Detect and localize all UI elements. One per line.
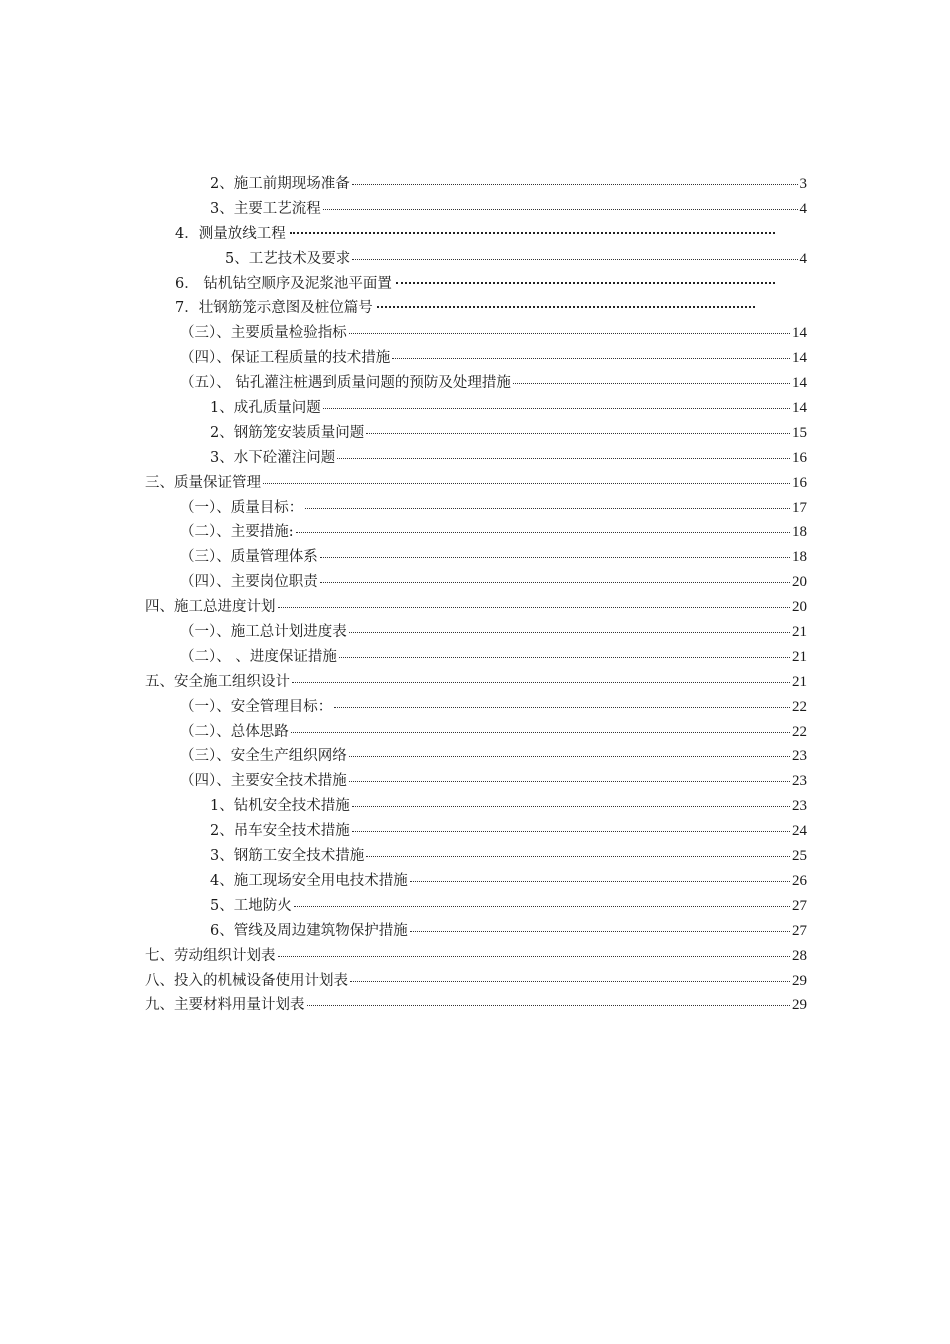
dotted-leader [352, 183, 798, 185]
toc-entry[interactable] [180, 346, 807, 371]
toc-row [0, 869, 950, 894]
toc-entry[interactable] [180, 570, 807, 595]
toc-row [0, 919, 950, 944]
toc-entry[interactable] [180, 720, 807, 745]
toc-page-number: 16 [792, 449, 807, 466]
toc-entry-label: 九、主要材料用量计划表 [145, 997, 305, 1014]
toc-entry[interactable] [145, 595, 807, 620]
toc-page-number: 26 [792, 872, 807, 889]
toc-entry-label: 4、施工现场安全用电技术措施 [210, 872, 408, 889]
toc-row [0, 197, 950, 222]
toc-page-number: 23 [792, 798, 807, 815]
table-of-contents [0, 172, 950, 1018]
toc-row [0, 944, 950, 969]
toc-page-number: 14 [792, 375, 807, 392]
toc-page-number: 14 [792, 400, 807, 417]
dotted-leader [352, 830, 790, 832]
toc-entry-label: 5、工地防火 [210, 897, 292, 914]
toc-entry-label: 1、成孔质量问题 [210, 400, 321, 417]
toc-entry[interactable] [210, 869, 807, 894]
toc-row [0, 396, 950, 421]
toc-page-number: 25 [792, 848, 807, 865]
toc-page-number: 23 [792, 748, 807, 765]
toc-row [0, 346, 950, 371]
toc-entry[interactable] [210, 197, 807, 222]
toc-entry[interactable] [180, 545, 807, 570]
toc-page-number: 27 [792, 922, 807, 939]
toc-entry-label: 5、工艺技术及要求 [225, 250, 351, 267]
toc-entry[interactable] [225, 247, 807, 272]
dotted-leader [339, 656, 790, 658]
toc-row [0, 595, 950, 620]
toc-page-number: 21 [792, 673, 807, 690]
toc-entry-label: （二）、 、进度保证措施 [180, 648, 337, 665]
dotted-leader [323, 407, 790, 409]
toc-heading-entry[interactable] [175, 296, 755, 321]
toc-row [0, 371, 950, 396]
dotted-leader [352, 805, 790, 807]
toc-entry-label: 6． 钻机钻空顺序及泥浆池平面置 [175, 275, 392, 292]
toc-entry-label: （五）、 钻孔灌注桩遇到质量问题的预防及处理措施 [180, 375, 511, 392]
toc-row [0, 172, 950, 197]
toc-row [0, 744, 950, 769]
toc-entry-label: （三）、质量管理体系 [180, 549, 318, 566]
toc-entry[interactable] [210, 396, 807, 421]
toc-row [0, 969, 950, 994]
toc-entry-label: （四）、主要岗位职责 [180, 574, 318, 591]
toc-row [0, 670, 950, 695]
dotted-leader [278, 606, 791, 608]
dotted-leader [296, 531, 790, 533]
dotted-leader [352, 258, 797, 260]
dotted-leader [350, 980, 790, 982]
toc-entry-label: 1、钻机安全技术措施 [210, 798, 350, 815]
toc-entry-label: 3、水下砼灌注问题 [210, 449, 336, 466]
toc-entry-label: 7．壮钢筋笼示意图及桩位篇号 [175, 300, 373, 317]
toc-page-number: 23 [792, 773, 807, 790]
toc-row [0, 819, 950, 844]
toc-entry[interactable] [145, 944, 807, 969]
toc-entry[interactable] [145, 471, 807, 496]
toc-entry-label: （一）、施工总计划进度表 [180, 624, 347, 641]
toc-page-number: 29 [792, 997, 807, 1014]
toc-entry-label: 2、钢筋笼安装质量问题 [210, 424, 365, 441]
toc-entry-label: 五、安全施工组织设计 [145, 673, 290, 690]
toc-row [0, 894, 950, 919]
toc-entry[interactable] [145, 993, 807, 1018]
toc-entry-label: （三）、主要质量检验指标 [180, 325, 347, 342]
toc-page-number: 4 [799, 200, 807, 217]
toc-page-number: 4 [799, 250, 807, 267]
toc-entry-label: 3、主要工艺流程 [210, 200, 321, 217]
toc-entry[interactable] [180, 620, 807, 645]
toc-page-number: 21 [792, 648, 807, 665]
toc-page-number: 27 [792, 897, 807, 914]
dotted-leader [349, 780, 790, 782]
dotted-leader [305, 507, 790, 509]
toc-row [0, 272, 950, 297]
dotted-leader [307, 1004, 791, 1006]
toc-entry-label: 3、钢筋工安全技术措施 [210, 848, 365, 865]
dotted-leader [294, 905, 790, 907]
toc-row [0, 620, 950, 645]
toc-entry-label: 4．测量放线工程 [175, 225, 286, 242]
dotted-leader [377, 305, 755, 308]
dotted-leader [349, 755, 790, 757]
dotted-leader [392, 357, 790, 359]
toc-page-number: 29 [792, 972, 807, 989]
toc-entry-label: （二）、总体思路 [180, 723, 289, 740]
toc-entry[interactable] [180, 744, 807, 769]
toc-row [0, 844, 950, 869]
toc-row [0, 471, 950, 496]
toc-entry-label: 七、劳动组织计划表 [145, 947, 276, 964]
dotted-leader [366, 855, 790, 857]
toc-entry-label: （四）、主要安全技术措施 [180, 773, 347, 790]
toc-row [0, 794, 950, 819]
toc-page-number: 14 [792, 325, 807, 342]
dotted-leader [320, 556, 790, 558]
toc-heading-entry[interactable] [175, 272, 775, 297]
toc-entry-label: 八、投入的机械设备使用计划表 [145, 972, 348, 989]
toc-row [0, 296, 950, 321]
toc-row [0, 993, 950, 1018]
dotted-leader [291, 731, 790, 733]
toc-entry-label: 2、施工前期现场准备 [210, 176, 350, 192]
toc-entry[interactable] [180, 371, 807, 396]
dotted-leader [292, 681, 790, 683]
dotted-leader [410, 930, 790, 932]
toc-entry[interactable] [145, 969, 807, 994]
toc-row [0, 496, 950, 521]
toc-page-number: 18 [792, 549, 807, 566]
toc-entry[interactable] [180, 321, 807, 346]
toc-page-number: 24 [792, 823, 807, 840]
toc-entry[interactable] [210, 421, 807, 446]
dotted-leader [290, 231, 775, 234]
toc-entry[interactable] [210, 794, 807, 819]
toc-row [0, 222, 950, 247]
dotted-leader [396, 281, 775, 284]
dotted-leader [513, 382, 790, 384]
toc-entry-label: （一）、安全管理目标： [180, 698, 333, 715]
dotted-leader [349, 631, 790, 633]
toc-entry[interactable] [180, 496, 807, 521]
toc-entry[interactable] [210, 894, 807, 919]
toc-row [0, 247, 950, 272]
toc-page-number: 20 [792, 574, 807, 591]
toc-page-number: 20 [792, 599, 807, 616]
toc-page-number: 15 [792, 424, 807, 441]
toc-entry-label: （四）、保证工程质量的技术措施 [180, 350, 391, 367]
toc-entry[interactable] [210, 446, 807, 471]
toc-entry[interactable] [180, 695, 807, 720]
toc-entry[interactable] [180, 520, 807, 545]
dotted-leader [366, 432, 790, 434]
toc-row [0, 421, 950, 446]
toc-page-number: 18 [792, 524, 807, 541]
toc-entry[interactable] [210, 919, 807, 944]
toc-row [0, 695, 950, 720]
toc-page-number: 14 [792, 350, 807, 367]
dotted-leader [323, 208, 798, 210]
toc-page-number: 17 [792, 499, 807, 516]
toc-row [0, 645, 950, 670]
toc-page-number: 28 [792, 947, 807, 964]
dotted-leader [278, 955, 791, 957]
toc-entry[interactable] [210, 172, 807, 197]
toc-entry[interactable] [210, 819, 807, 844]
toc-row [0, 446, 950, 471]
toc-row [0, 769, 950, 794]
dotted-leader [337, 457, 790, 459]
toc-heading-entry[interactable] [175, 222, 775, 247]
toc-entry-label: 四、施工总进度计划 [145, 599, 276, 616]
toc-page-number: 3 [799, 176, 807, 192]
toc-entry-label: 2、吊车安全技术措施 [210, 823, 350, 840]
toc-entry[interactable] [180, 645, 807, 670]
toc-page-number: 21 [792, 624, 807, 641]
toc-entry[interactable] [145, 670, 807, 695]
toc-page-number: 22 [792, 723, 807, 740]
dotted-leader [334, 706, 790, 708]
toc-page-number: 16 [792, 474, 807, 491]
dotted-leader [410, 880, 790, 882]
toc-entry[interactable] [180, 769, 807, 794]
toc-row [0, 321, 950, 346]
toc-entry[interactable] [210, 844, 807, 869]
toc-entry-label: （二）、主要措施: [180, 524, 294, 541]
toc-row [0, 520, 950, 545]
toc-row [0, 545, 950, 570]
toc-row [0, 720, 950, 745]
dotted-leader [349, 332, 790, 334]
dotted-leader [263, 482, 790, 484]
toc-entry-label: 三、质量保证管理 [145, 474, 261, 491]
toc-entry-label: （一）、质量目标： [180, 499, 304, 516]
toc-page-number: 22 [792, 698, 807, 715]
dotted-leader [320, 581, 790, 583]
toc-entry-label: （三）、安全生产组织网络 [180, 748, 347, 765]
toc-entry-label: 6、管线及周边建筑物保护措施 [210, 922, 408, 939]
toc-row [0, 570, 950, 595]
